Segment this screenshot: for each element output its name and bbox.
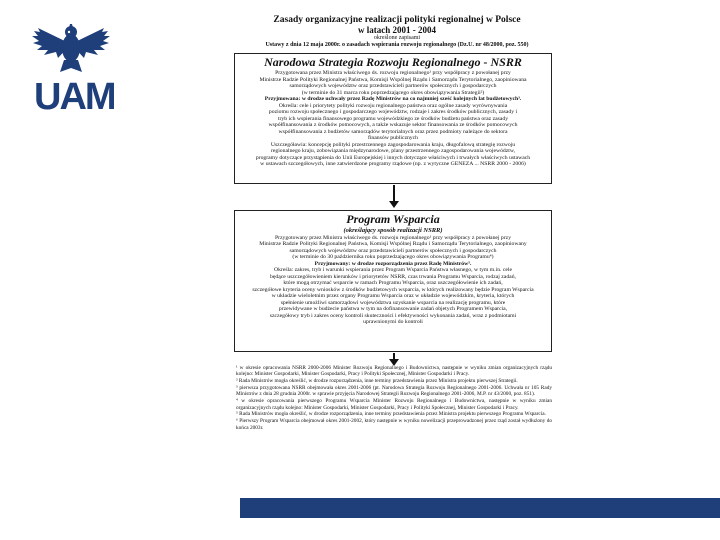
down-arrow-icon	[389, 185, 399, 209]
nsrr-line: współfinansowania z budżetów samorządów terytorialnych oraz przez podmioty należące do sektora	[278, 128, 508, 135]
program-line: Przyjmowany: w drodze rozporządzenia przez Radę Ministrów⁵.	[314, 260, 472, 267]
program-line: szczegółowy tryb i zakres oceny kontroli skuteczności i efektywności wykonania zadań, wraz z podmiotami	[269, 312, 517, 319]
uam-logo	[30, 22, 112, 78]
page-subtitle: określone zapisami	[373, 35, 421, 42]
nsrr-line: regionalnego kraju, zobowiązania międzynarodowe, plany przestrzennego zagospodarowania województw,	[270, 148, 516, 155]
footnotes	[236, 365, 552, 431]
law-reference: Ustawy z dnia 12 maja 2000r. o zasadach wspierania rozwoju regionalnego (Dz.U. nr 48/2000, poz. 550)	[265, 41, 529, 48]
footer-bar	[240, 498, 720, 518]
footnote: ⁵ Rada Ministrów mogła określić, w drodze rozporządzenia, inne terminy przedstawienia przez Ministra projektu pierwszego Programu Wsparcia.	[236, 411, 546, 418]
program-subtitle: (określający sposób realizacji NSRR)	[343, 227, 443, 235]
footnote: ⁴ w okresie opracowania pierwszego Programu Wsparcia Minister Rozwoju Regionalnego i Budownictwa, następnie w wyniku zmian organizacyjnych rządu kolejno: Minister Gospodarki, Minister Gospodarki, Pracy i Polityki Społecznej, Minister Gospodarki i Pracy.	[236, 398, 552, 411]
page-years: w latach 2001 - 2004	[358, 24, 436, 35]
program-line: spełnienie umożliwi samorządowi województwa uzyskanie wsparcia na realizację programu, które	[280, 299, 506, 306]
program-line: Ministrze Radzie Polityki Regionalnej Państwa, Komisji Wspólnej Rządu i Samorządu Terytorialnego, zaopiniowany	[259, 241, 527, 248]
nsrr-box	[234, 53, 552, 184]
nsrr-line: tryb ich wspierania finansowego programu wojewódzkiego ze środków budżetu państwa oraz zasady	[277, 115, 509, 122]
program-box	[234, 210, 552, 352]
program-line: przewidywane w budżecie państwa w tym na dofinansowanie zadań objetych Programem Wsparcia,	[278, 306, 508, 313]
nsrr-line: Określa: cele i priorytety polityki rozwoju regionalnego państwa oraz ogólne zasady wyrównywania	[278, 102, 508, 109]
nsrr-line: Ministrze Radzie Polityki Regionalnej Państwa, Komisji Wspólnej Rządu i Samorządu Terytorialnego, zaopiniowana	[259, 76, 527, 83]
footnote: ³ pierwsza przygotowana NSRR obejmowała okres 2001-2006 (pt. Narodowa Strategia Rozwoju Regionalnego 2001-2006. Uchwała nr 105 Rady Ministrów z dnia 28 grudnia 2000r. w sprawie przyjęcia Narodowej Strategii Rozwoju Regionalnego 2001-2006, M.P. nr 43/2000, poz. 851).	[236, 385, 552, 398]
program-line: będące uszczegółowieniem kierunków i priorytetów NSRR, czas trwania Programu Wsparcia, rodzaj zadań,	[270, 273, 516, 280]
program-line: w układzie wieloletnim przez organy Programu Wsparcia oraz w układzie wojewódzkim, kryteria, których	[271, 293, 515, 300]
program-line: które mogą otrzymać wsparcie w ramach Programu Wsparcia, oraz uszczegółowienie ich zadań,	[283, 280, 503, 287]
nsrr-line: Przyjmowana: w drodze uchwały przez Radę Ministrów na co najmniej sześć kolejnych lat budżetowych³.	[264, 96, 522, 103]
nsrr-line: finansów publicznych	[367, 135, 419, 142]
nsrr-line: (w terminie do 31 marca roku poprzedzającego okres obowiązywania Strategii²)	[301, 89, 485, 96]
nsrr-line: poziomu rozwoju społecznego i gospodarczego województw, rodzaje i zakres środków publicznych, zasady i	[268, 109, 518, 116]
program-line: uprawnionymi do kontroli	[363, 319, 423, 326]
eagle-emblem-icon	[30, 22, 112, 78]
page-title: Zasady organizacyjne realizacji polityki regionalnej w Polsce	[273, 15, 521, 25]
program-line: Przygotowany przez Ministra właściwego ds. rozwoju regionalnego¹ przy współpracy z powołanej przy	[274, 234, 512, 241]
nsrr-line: Uszczegóławia: koncepcję polityki przestrzennego zagospodarowania kraju, długofalową strategię rozwoju	[270, 141, 516, 148]
nsrr-title: Narodowa Strategia Rozwoju Regionalnego - NSRR	[264, 55, 522, 69]
logo-text: UAM	[34, 76, 115, 118]
program-title: Program Wsparcia	[346, 212, 440, 226]
document-header	[232, 16, 562, 48]
program-line: Określa: zakres, tryb i warunki wspierania przez Program Wsparcia Państwa własnego, w tym m.in. cele	[273, 267, 513, 274]
program-line: (w terminie do 30 października roku poprzedzającego okres obowiązywania Programu⁴)	[292, 254, 494, 261]
footnote: ² Rada Ministrów mogła określić, w drodze rozporządzenia, inne terminy przedstawienia przez Ministra projektu pierwszej Strategii.	[236, 378, 518, 385]
nsrr-line: programy dotyczące przystąpienia do Unii Europejskiej i innych dotyczące właściwych i trwałych właściwych ustawach	[255, 154, 531, 161]
nsrr-line: Przygotowana przez Ministra właściwego ds. rozwoju regionalnego¹ przy współpracy z powołanej przy	[275, 70, 511, 77]
program-line: szczegółowe kryteria oceny wniosków z środków budżetowych wsparcia, w których realizowany będzie Program Wsparcia	[252, 286, 534, 293]
nsrr-line: w ustawach szczegółowych, inne zatwierdzone programy rządowe (np. z wytyczne GENEZA ... NSRR 2000 - 2006)	[260, 161, 526, 168]
nsrr-line: samorządowych województw oraz przedstawicieli partnerów społecznych i gospodarczych	[289, 83, 497, 90]
footnote: ¹ w okresie opracowania NSRR 2000-2006 Minister Rozwoju Regionalnego i Budownictwa, następnie w wyniku zmian organizacyjnych rządu kolejno: Minister Gospodarki, Minister Gospodarki, Pracy i Polityki Społecznej, Minister Gospodarki i Pracy.	[236, 365, 552, 378]
program-line: samorządowych województw oraz przedstawicieli partnerów społecznych i gospodarczych	[289, 247, 497, 254]
footnote: ⁶ Pierwszy Program Wsparcia obejmował okres 2001-2002, który następnie w wyniku nowelizacji przeprowadzonej przez rząd został wydłużony do końca 2003r.	[236, 418, 552, 431]
nsrr-line: współfinansowania z środków pomocowych, a także wskazuje sektor finansowania ze środków pomocowych	[268, 122, 518, 129]
